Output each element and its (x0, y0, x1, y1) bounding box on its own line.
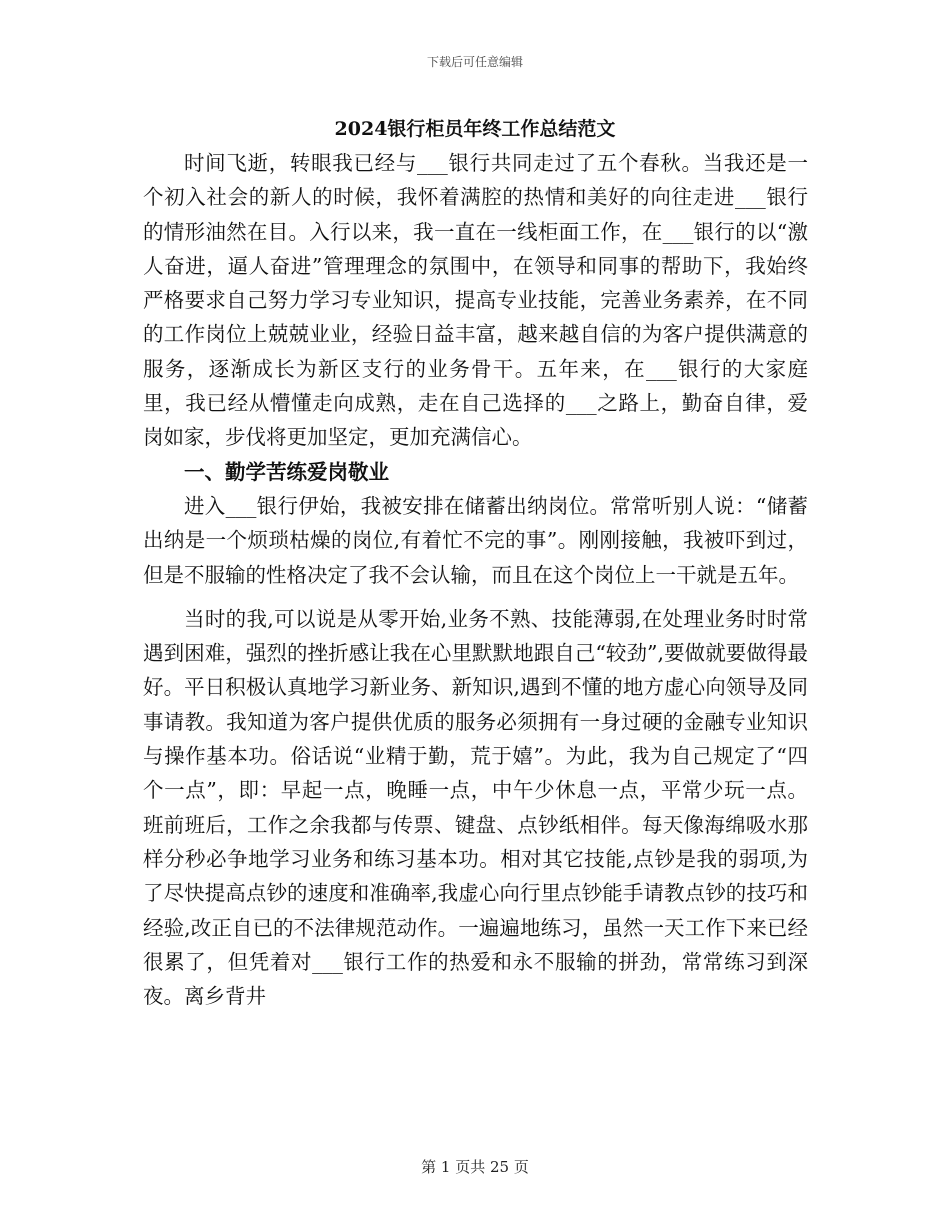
body-paragraph: 进入___银行伊始，我被安排在储蓄出纳岗位。常常听别人说：“储蓄出纳是一个烦琐枯燥的岗位,有着忙不完的事”。刚刚接触，我被吓到过，但是不服输的性格决定了我不会认输，而且在这个岗位上一干就是五年。 (143, 493, 808, 587)
intro-paragraph: 时间飞逝，转眼我已经与___银行共同走过了五个春秋。当我还是一个初入社会的新人的时候，我怀着满腔的热情和美好的向往走进___银行的情形油然在目。入行以来，我一直在一线柜面工作，在___银行的以“激人奋进，逼人奋进”管理理念的氛围中，在领导和同事的帮助下，我始终严格要求自己努力学习专业知识，提高专业技能，完善业务素养，在不同的工作岗位上兢兢业业，经验日益丰富，越来越自信的为客户提供满意的服务，逐渐成长为新区支行的业务骨干。五年来，在___银行的大家庭里，我已经从懵懂走向成熟，走在自己选择的___之路上，勤奋自律，爱岗如家，步伐将更加坚定，更加充满信心。 (143, 151, 808, 450)
document-body (143, 146, 808, 1013)
section-heading: 一、勤学苦练爱岗敬业 (184, 459, 389, 484)
page-header-note: 下载后可任意编辑 (426, 55, 523, 69)
document-title: 2024银行柜员年终工作总结范文 (334, 118, 616, 140)
body-paragraph: 当时的我,可以说是从零开始,业务不熟、技能薄弱,在处理业务时时常遇到困难，强烈的挫折感让我在心里默默地跟自己“较劲”,要做就要做得最好。平日积极认真地学习新业务、新知识,遇到不懂的地方虚心向领导及同事请教。我知道为客户提供优质的服务必须拥有一身过硬的金融专业知识与操作基本功。俗话说“业精于勤，荒于嬉”。为此，我为自己规定了“四个一点”，即：早起一点，晚睡一点，中午少休息一点，平常少玩一点。班前班后，工作之余我都与传票、键盘、点钞纸相伴。每天像海绵吸水那样分秒必争地学习业务和练习基本功。相对其它技能,点钞是我的弱项,为了尽快提高点钞的速度和准确率,我虚心向行里点钞能手请教点钞的技巧和经验,改正自已的不法律规范动作。一遍遍地练习，虽然一天工作下来已经很累了，但凭着对___银行工作的热爱和永不服输的拼劲，常常练习到深夜。离乡背井 (143, 606, 808, 1009)
page-number: 第 1 页共 25 页 (421, 1158, 529, 1176)
